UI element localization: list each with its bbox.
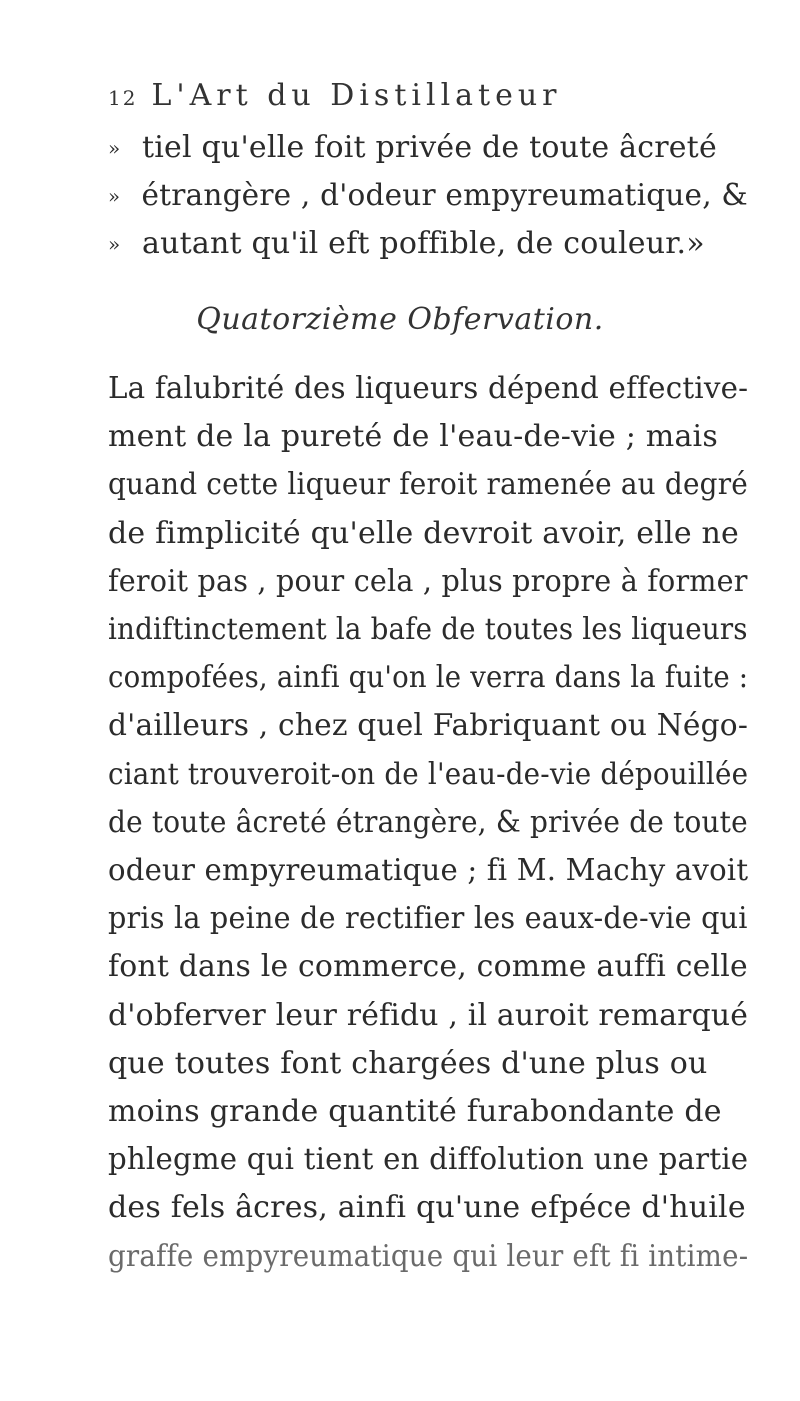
quote-line: [108, 220, 748, 268]
quote-text: autant qu'il eft poffible, de couleur.»: [142, 226, 705, 261]
body-line: font dans le commerce, comme auffi celle: [108, 949, 748, 985]
quote-line: [108, 172, 748, 220]
body-line: de toute âcreté étrangère, & privée de toute: [108, 804, 748, 840]
body-line: indiftinctement la bafe de toutes les liqueurs: [108, 612, 748, 648]
body-paragraph: [108, 365, 748, 1281]
body-line: compofées, ainfi qu'on le verra dans la fuite :: [108, 660, 749, 696]
body-line: feroit pas , pour cela , plus propre à former: [108, 563, 748, 599]
body-line: de fimplicité qu'elle devroit avoir, elle ne: [108, 515, 739, 551]
quote-mark: »: [108, 136, 121, 160]
body-line: quand cette liqueur feroit ramenée au degré: [108, 467, 748, 503]
body-line: des fels âcres, ainfi qu'une efpéce d'huile: [108, 1190, 746, 1226]
page-number: 12: [108, 86, 138, 110]
body-line: La falubrité des liqueurs dépend effective-: [108, 371, 749, 406]
quote-continuation: [108, 124, 748, 268]
running-header: [108, 78, 668, 113]
body-line: odeur empyreumatique ; fi M. Machy avoit: [108, 853, 749, 889]
body-line: d'obferver leur réfidu , il auroit remarqué: [108, 997, 749, 1033]
body-line: que toutes font chargées d'une plus ou: [108, 1045, 708, 1081]
body-line: ciant trouveroit-on de l'eau-de-vie dépouillée: [108, 756, 749, 792]
body-line: pris la peine de rectifier les eaux-de-vie qui: [108, 901, 748, 937]
body-line: ment de la pureté de l'eau-de-vie ; mais: [108, 419, 718, 455]
body-line: moins grande quantité furabondante de: [108, 1094, 722, 1130]
quote-line: [108, 124, 748, 172]
quote-mark: »: [108, 184, 121, 208]
quote-text: étrangère , d'odeur empyreumatique, &: [141, 178, 748, 213]
body-line: graffe empyreumatique qui leur eft fi intime-: [108, 1238, 749, 1274]
running-title: L'Art du Distillateur: [151, 78, 562, 113]
quote-text: tiel qu'elle foit privée de toute âcreté: [142, 130, 717, 165]
body-line: d'ailleurs , chez quel Fabriquant ou Négo-: [108, 708, 749, 744]
body-line: phlegme qui tient en diffolution une partie: [108, 1142, 749, 1178]
quote-mark: »: [108, 232, 121, 256]
section-title: Quatorzième Obfervation.: [196, 302, 604, 337]
